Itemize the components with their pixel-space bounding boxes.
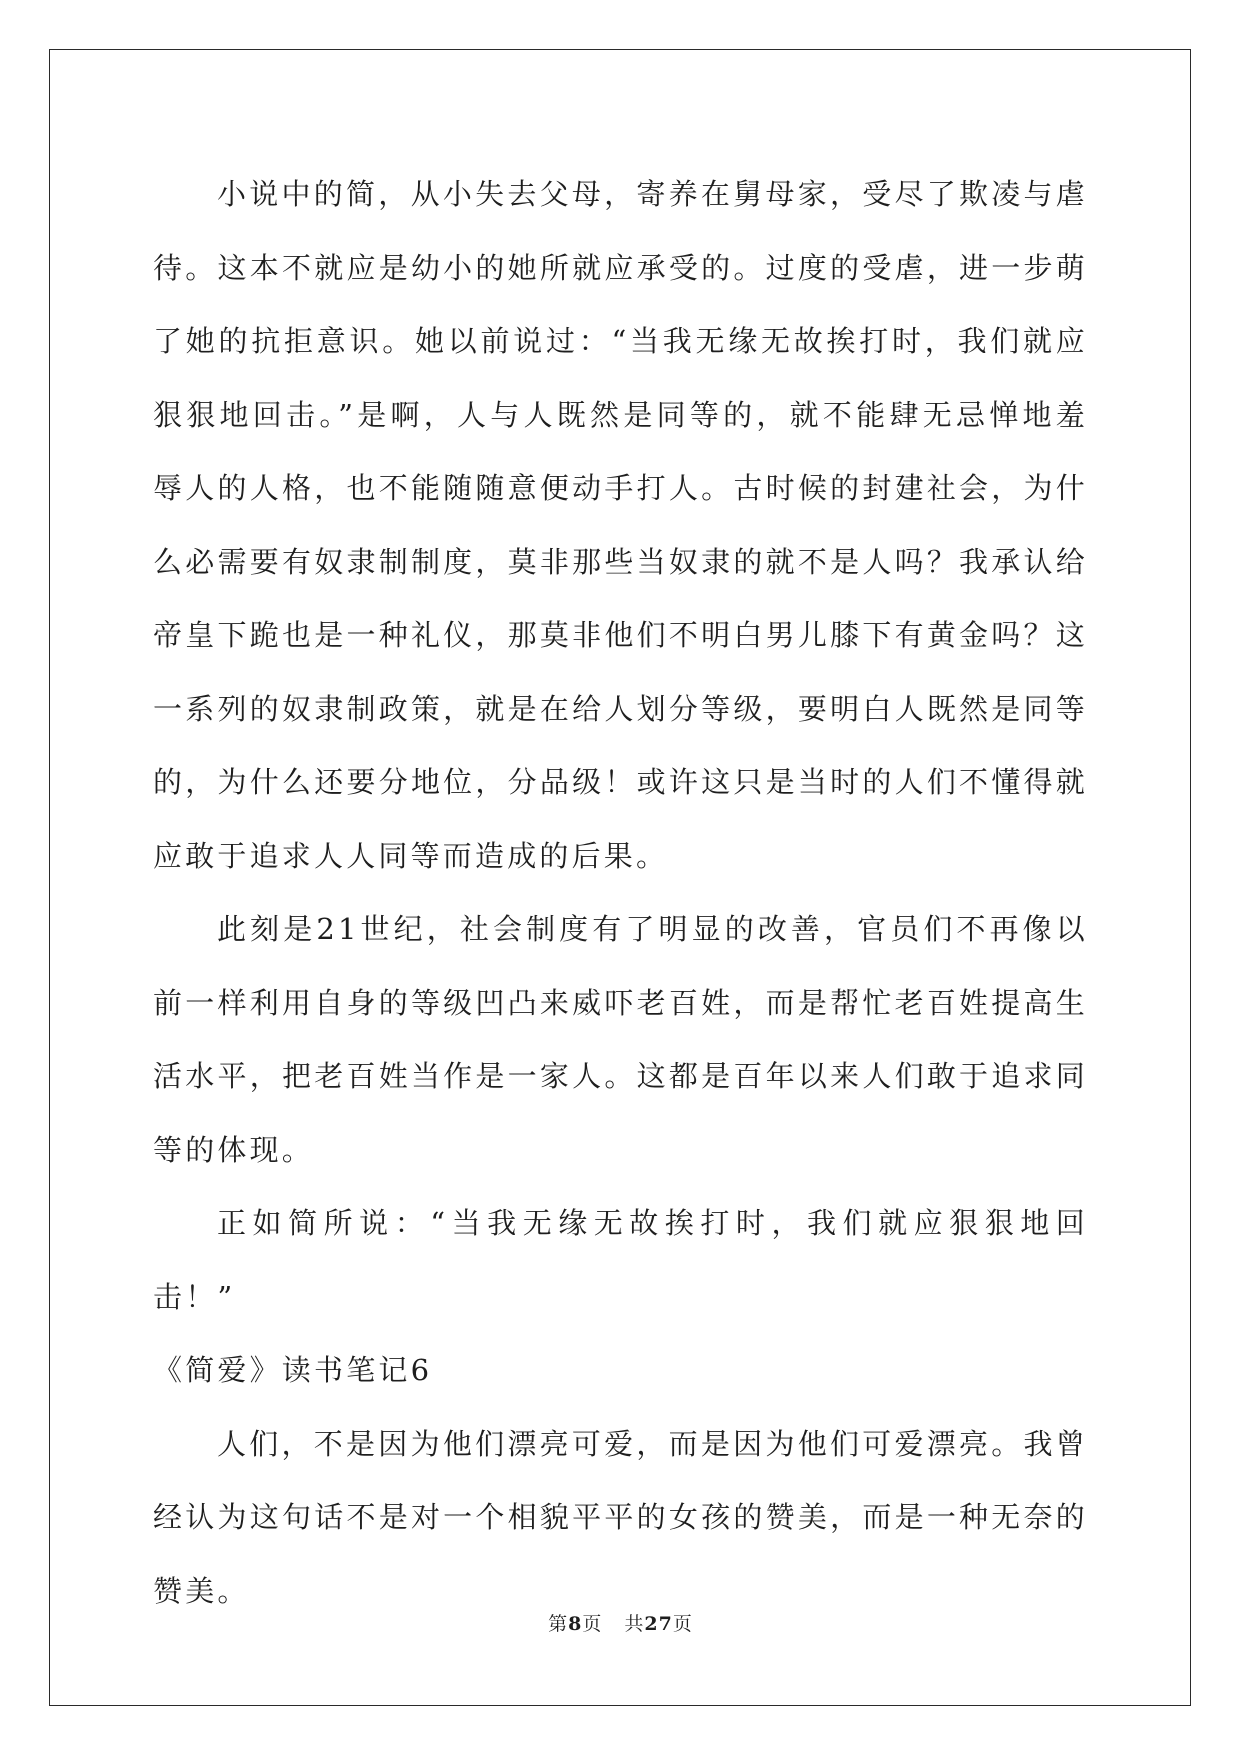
page-suffix: 页 bbox=[582, 1613, 603, 1635]
page-number: 8 bbox=[568, 1613, 583, 1635]
total-prefix: 共 bbox=[624, 1613, 645, 1635]
total-pages: 27 bbox=[644, 1613, 673, 1635]
section-heading: 《简爱》读书笔记6 bbox=[153, 1353, 433, 1387]
paragraph-4: 人们，不是因为他们漂亮可爱，而是因为他们可爱漂亮。我曾经认为这句话不是对一个相貌平平的女孩的赞美，而是一种无奈的赞美。 bbox=[153, 1426, 1088, 1608]
page-prefix: 第 bbox=[548, 1613, 569, 1635]
paragraph-2: 此刻是21世纪，社会制度有了明显的改善，官员们不再像以前一样利用自身的等级凹凸来威吓老百姓，而是帮忙老百姓提高生活水平，把老百姓当作是一家人。这都是百年以来人们敢于追求同等的体现。 bbox=[153, 912, 1088, 1167]
paragraph-3: 正如简所说：“当我无缘无故挨打时，我们就应狠狠地回击！” bbox=[153, 1206, 1088, 1314]
total-suffix: 页 bbox=[672, 1613, 693, 1635]
document-body bbox=[153, 158, 1088, 1628]
page-footer bbox=[0, 1609, 1241, 1636]
paragraph-1: 小说中的简，从小失去父母，寄养在舅母家，受尽了欺凌与虐待。这本不就应是幼小的她所就应承受的。过度的受虐，进一步萌了她的抗拒意识。她以前说过：“当我无缘无故挨打时，我们就应狠狠地回击。”是啊，人与人既然是同等的，就不能肆无忌惮地羞辱人的人格，也不能随随意便动手打人。古时候的封建社会，为什么必需要有奴隶制制度，莫非那些当奴隶的就不是人吗？我承认给帝皇下跪也是一种礼仪，那莫非他们不明白男儿膝下有黄金吗？这一系列的奴隶制政策，就是在给人划分等级，要明白人既然是同等的，为什么还要分地位，分品级！或许这只是当时的人们不懂得就应敢于追求人人同等而造成的后果。 bbox=[153, 177, 1088, 873]
